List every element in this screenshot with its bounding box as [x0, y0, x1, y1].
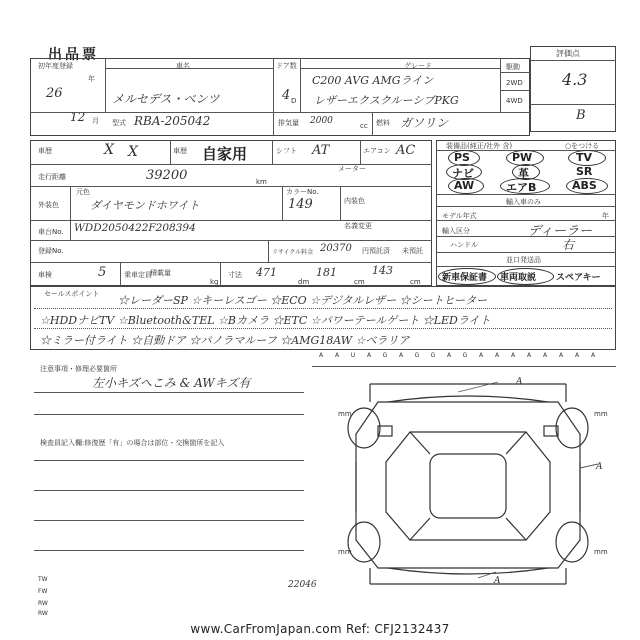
deposit-label: 円預託済	[362, 247, 390, 255]
cc-unit: cc	[360, 122, 368, 130]
drive-4wd: 4WD	[506, 97, 523, 105]
sales-line2: ☆HDDナビTV ☆Bluetooth&TEL ☆Bカメラ ☆ETC ☆パワーテールゲート ☆LEDライト	[40, 314, 491, 327]
equip-tv: TV	[576, 151, 593, 164]
equip-sr: SR	[576, 165, 593, 178]
equip-leather: 革	[518, 167, 529, 180]
cm-unit: cm	[354, 278, 365, 286]
meter-label: メーター	[338, 165, 366, 173]
circle-mark	[566, 178, 608, 194]
score-value: 4.3	[562, 70, 588, 89]
spare-key-label: スペアキー	[556, 273, 601, 283]
manual-label: 車両取説	[500, 273, 537, 283]
check-cell: A	[590, 352, 596, 359]
model-label: 型式	[112, 119, 126, 127]
sheet-title: 出品票	[48, 47, 99, 63]
check-cell: A	[574, 352, 580, 359]
notes-value: 左小キズへこみ & AWキズ有	[92, 376, 251, 390]
mm-label: mm	[338, 410, 352, 418]
color-no-value: 149	[288, 197, 313, 212]
mileage-label: 走行距離	[38, 173, 66, 181]
reg-no-label: 登録No.	[38, 247, 64, 255]
color-no-label: カラーNo.	[286, 188, 319, 196]
usage-label: 車歴	[173, 147, 187, 155]
equip-abs: ABS	[572, 179, 597, 192]
circle-mark	[568, 150, 606, 166]
equip-airbag: エアB	[506, 181, 537, 194]
circle-mark	[500, 178, 550, 194]
sales-label: セールスポイント	[44, 290, 100, 298]
door-value: 4	[282, 88, 291, 103]
check-cell: U	[350, 352, 356, 359]
equipment-circle-note: ○をつける	[565, 142, 600, 150]
grade-label: グレード	[404, 62, 432, 70]
check-cell: G	[382, 352, 388, 359]
load-label: 積載量	[150, 269, 171, 277]
kg-unit: kg	[210, 278, 219, 286]
exterior-color-value: ダイヤモンドホワイト	[90, 199, 200, 212]
chassis-value: WDD2050422F208394	[74, 222, 196, 234]
import-type-value: ディーラー	[528, 224, 592, 239]
undeposited-label: 未預託	[402, 247, 423, 255]
check-cell: A	[334, 352, 340, 359]
score-label: 評価点	[556, 49, 580, 58]
bottom-label: RW	[38, 610, 48, 617]
mileage-value: 39200	[146, 168, 188, 183]
import-type-label: 輸入区分	[442, 227, 470, 235]
check-cell: A	[542, 352, 548, 359]
check-cell: G	[414, 352, 420, 359]
usage-value: 自家用	[202, 145, 248, 163]
check-cell: A	[494, 352, 500, 359]
drive-label: 駆動	[506, 63, 520, 71]
export-label: 並口発送品	[506, 256, 541, 264]
color-label: 車歴	[38, 147, 52, 155]
km-unit: km	[256, 178, 267, 186]
equip-ps: PS	[454, 151, 470, 164]
ac-label: エアコン	[363, 147, 391, 155]
displacement-label: 排気量	[278, 119, 299, 127]
equip-pw: PW	[512, 151, 533, 164]
dm-unit: dm	[298, 278, 310, 286]
first-reg-year: 26	[46, 86, 63, 101]
equipment-label: 装備品(純正/社外 含)	[446, 142, 513, 150]
first-reg-label: 初年度登録	[38, 62, 73, 70]
bottom-label: TW	[38, 576, 48, 583]
chassis-label: 車台No.	[38, 228, 64, 236]
inspection-label: 車検	[38, 271, 52, 279]
length-value: 471	[256, 266, 277, 279]
check-cell: A	[398, 352, 404, 359]
interior-label: 内装色	[344, 197, 365, 205]
equip-navi: ナビ	[452, 167, 474, 180]
bottom-label: FW	[38, 588, 48, 595]
import-label: 輸入車のみ	[506, 198, 541, 206]
check-cell: A	[510, 352, 516, 359]
recycle-value: 20370	[320, 243, 352, 254]
recall-label: 名義変更	[344, 222, 372, 230]
handle-label: ハンドル	[450, 241, 478, 249]
displacement-value: 2000	[310, 116, 333, 126]
exterior-label: 外装色	[38, 201, 59, 209]
check-cell: A	[366, 352, 372, 359]
dims-label: 寸法	[228, 271, 242, 279]
exterior-color-head: 元色	[76, 188, 90, 196]
check-cell: G	[462, 352, 468, 359]
check-cell: A	[446, 352, 452, 359]
car-name-label: 車名	[176, 62, 190, 70]
car-name-value: メルセデス・ベンツ	[112, 92, 220, 106]
width-value: 181	[316, 266, 337, 279]
handle-value: 右	[562, 238, 575, 252]
inspector-label: 検査員記入欄:修復歴「有」の場合は部位・交換箇所を記入	[40, 439, 225, 447]
circle-mark	[438, 268, 496, 285]
check-header-row	[312, 350, 616, 367]
check-cell: G	[430, 352, 436, 359]
sales-line1: ☆レーダーSP ☆キーレスゴー ☆ECO ☆デジタルレザー ☆シートヒーター	[118, 294, 488, 307]
capacity-label: 乗車定員	[124, 271, 152, 279]
color-value: X	[104, 142, 114, 158]
grade-line1: C200 AVG AMGライン	[312, 74, 434, 87]
circle-mark	[448, 178, 484, 194]
recycle-label: リサイクル料金	[272, 249, 314, 256]
damage-mark: A	[596, 462, 603, 472]
circle-mark	[497, 268, 554, 285]
warranty-label: 新車保証書	[442, 273, 488, 283]
door-label: ドア数	[276, 62, 297, 70]
first-reg-month: 12	[70, 110, 86, 124]
check-cell: A	[526, 352, 532, 359]
equip-aw: AW	[454, 179, 475, 192]
fuel-value: ガソリン	[400, 116, 449, 130]
notes-label: 注意事項・修理必要箇所	[40, 365, 117, 373]
model-value: RBA-205042	[134, 114, 211, 128]
car-damage-diagram	[318, 372, 618, 596]
cm-unit-2: cm	[410, 278, 421, 286]
grade-line2: レザーエクスクルーシブPKG	[314, 94, 459, 107]
month-unit: 月	[92, 117, 99, 125]
drive-2wd: 2WD	[506, 79, 523, 87]
mm-label: mm	[338, 548, 352, 556]
inspector-code: 22046	[288, 580, 317, 590]
mm-label: mm	[594, 410, 608, 418]
inspection-value: 5	[98, 265, 107, 280]
check-cell: A	[478, 352, 484, 359]
bottom-label: RW	[38, 600, 48, 607]
fuel-label: 燃料	[376, 119, 390, 127]
height-value: 143	[372, 264, 393, 277]
mm-label: mm	[594, 548, 608, 556]
damage-mark: A	[494, 576, 501, 586]
ac-value: AC	[396, 143, 416, 158]
check-cell: A	[558, 352, 564, 359]
check-cell: A	[318, 352, 324, 359]
color-value2: X	[128, 144, 138, 160]
shift-label: シフト	[276, 147, 297, 155]
year-unit: 年	[88, 75, 95, 83]
model-year-label: モデル年式	[442, 212, 477, 220]
watermark-text: www.CarFromJapan.com Ref: CFJ2132437	[190, 622, 450, 636]
sales-line3: ☆ミラー付ライト ☆自動ドア ☆パノラマルーフ ☆AMG18AW ☆ベラリア	[40, 334, 410, 347]
interior-score: B	[576, 108, 586, 123]
shift-value: AT	[312, 143, 330, 158]
damage-mark: A	[516, 377, 523, 387]
model-year-unit: 年	[602, 212, 609, 220]
door-unit: D	[291, 97, 297, 105]
